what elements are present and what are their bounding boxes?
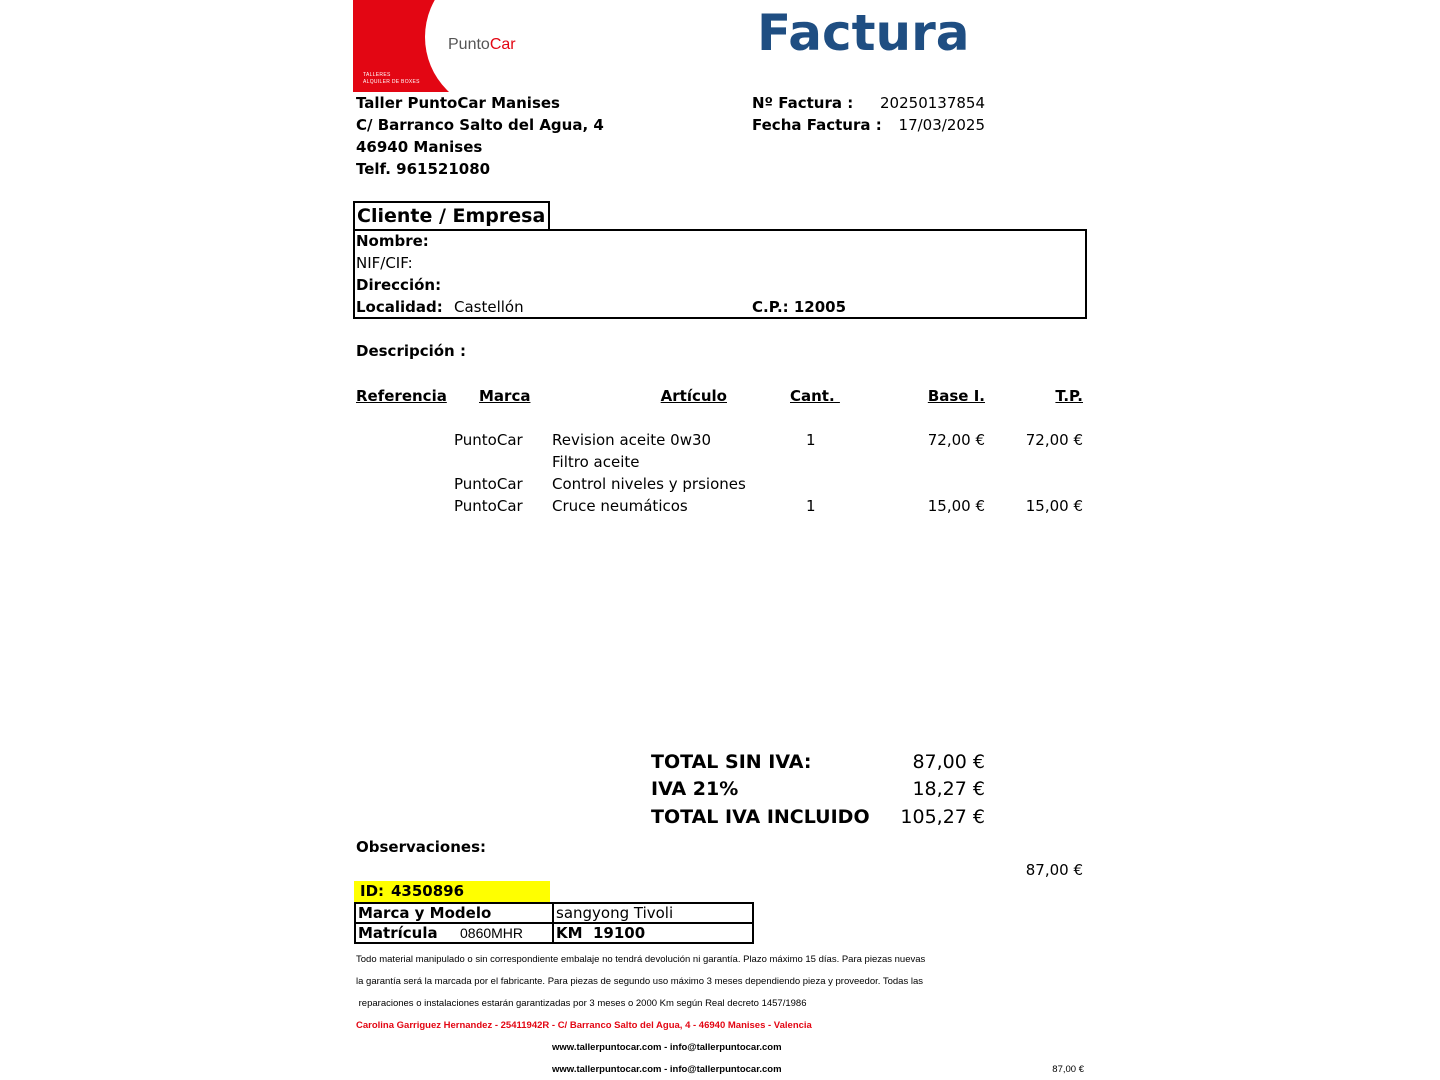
description-label: Descripción : bbox=[356, 342, 466, 360]
company-phone: Telf. 961521080 bbox=[356, 160, 491, 178]
company-logo bbox=[353, 0, 540, 92]
vehicle-id-label: ID: bbox=[360, 882, 385, 900]
logo-tagline: TALLERES bbox=[363, 72, 391, 78]
item-article: Cruce neumáticos bbox=[552, 497, 688, 515]
item-brand: PuntoCar bbox=[454, 497, 523, 515]
item-total: 72,00 € bbox=[1025, 431, 1083, 449]
plate-number: 0860MHR bbox=[460, 925, 524, 941]
observations-label: Observaciones: bbox=[356, 838, 487, 856]
client-postal-code: C.P.: 12005 bbox=[752, 298, 847, 316]
company-city: 46940 Manises bbox=[356, 138, 483, 156]
plate-cell bbox=[355, 923, 553, 943]
table-row bbox=[355, 903, 753, 923]
total-net: 87,00 € bbox=[912, 751, 985, 773]
total-net-label: TOTAL SIN IVA: bbox=[651, 751, 812, 773]
vat-amount: 18,27 € bbox=[912, 778, 985, 800]
item-article: Control niveles y prsiones bbox=[552, 475, 746, 493]
legal-line-3: reparaciones o instalaciones estarán garantizadas por 3 meses o 2000 Km según Real decreto 1457/1986 bbox=[356, 998, 807, 1009]
client-name-label: Nombre: bbox=[356, 232, 429, 250]
total-gross-label: TOTAL IVA INCLUIDO bbox=[651, 806, 870, 828]
make-model: sangyong Tivoli bbox=[553, 903, 753, 923]
item-brand: PuntoCar bbox=[454, 431, 523, 449]
column-total: T.P. bbox=[1055, 387, 1083, 405]
invoice-number: 20250137854 bbox=[880, 94, 985, 112]
column-quantity: Cant. bbox=[790, 387, 840, 405]
vehicle-table bbox=[354, 902, 754, 944]
item-base: 15,00 € bbox=[927, 497, 985, 515]
item-article: Revision aceite 0w30 bbox=[552, 431, 712, 449]
invoice-number-label: Nº Factura : bbox=[752, 94, 854, 112]
table-row bbox=[355, 923, 753, 943]
vehicle-id: 4350896 bbox=[391, 882, 465, 900]
vat-label: IVA 21% bbox=[651, 778, 739, 800]
client-header: Cliente / Empresa bbox=[357, 205, 546, 227]
item-base: 72,00 € bbox=[927, 431, 985, 449]
client-locality: Castellón bbox=[454, 298, 524, 316]
client-locality-label: Localidad: bbox=[356, 298, 443, 316]
logo-tagline-2: ALQUILER DE BOXES bbox=[363, 79, 420, 85]
invoice-date: 17/03/2025 bbox=[898, 116, 985, 134]
item-quantity: 1 bbox=[806, 497, 816, 515]
total-gross: 105,27 € bbox=[900, 806, 985, 828]
make-model-label: Marca y Modelo bbox=[355, 903, 553, 923]
website-contact-footer[interactable]: www.tallerpuntocar.com - info@tallerpuntocar.com bbox=[552, 1064, 782, 1075]
invoice-date-label: Fecha Factura : bbox=[752, 116, 882, 134]
column-brand: Marca bbox=[479, 387, 531, 405]
item-quantity: 1 bbox=[806, 431, 816, 449]
item-total: 15,00 € bbox=[1025, 497, 1083, 515]
company-address: C/ Barranco Salto del Agua, 4 bbox=[356, 116, 604, 134]
owner-info: Carolina Garriguez Hernandez - 25411942R - C/ Barranco Salto del Agua, 4 - 46940 Manises - Valencia bbox=[356, 1020, 812, 1031]
vehicle-id-bar bbox=[354, 881, 550, 902]
plate-label: Matrícula bbox=[358, 924, 438, 942]
logo-wordmark: PuntoCar bbox=[448, 36, 516, 53]
company-name: Taller PuntoCar Manises bbox=[356, 94, 560, 112]
legal-line-1: Todo material manipulado o sin correspondiente embalaje no tendrá devolución ni garantía. Plazo máximo 15 días. Para piezas nuevas bbox=[356, 954, 926, 965]
website-contact[interactable]: www.tallerpuntocar.com - info@tallerpuntocar.com bbox=[552, 1042, 782, 1053]
column-reference: Referencia bbox=[356, 387, 447, 405]
item-article: Filtro aceite bbox=[552, 453, 640, 471]
column-article: Artículo bbox=[660, 387, 727, 405]
client-header-box bbox=[353, 201, 550, 231]
item-brand: PuntoCar bbox=[454, 475, 523, 493]
kilometers: KM 19100 bbox=[553, 923, 753, 943]
document-title: Factura bbox=[757, 4, 970, 62]
footer-amount: 87,00 € bbox=[1052, 1064, 1084, 1075]
client-address-label: Dirección: bbox=[356, 276, 442, 294]
legal-line-2: la garantía será la marcada por el fabricante. Para piezas de segundo uso máximo 3 meses dependiendo pieza y proveedor. Todas las bbox=[356, 976, 924, 987]
client-nif-label: NIF/CIF: bbox=[356, 254, 413, 272]
observations-amount: 87,00 € bbox=[1025, 861, 1083, 879]
column-base: Base I. bbox=[927, 387, 985, 405]
